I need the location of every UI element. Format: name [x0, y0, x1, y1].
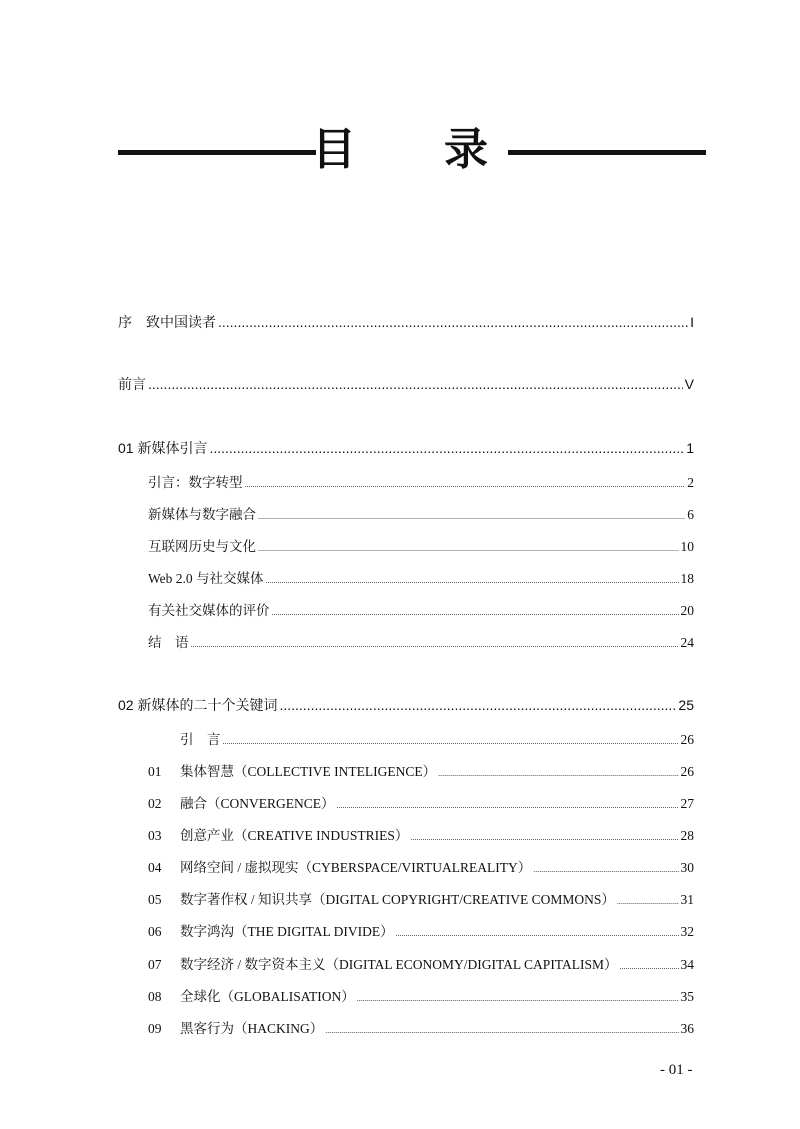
- item-label: Web 2.0 与社交媒体: [148, 571, 264, 586]
- item-number: 01: [148, 764, 162, 779]
- preface-label-prefix: 序: [118, 314, 132, 330]
- dot-leader: [266, 571, 679, 587]
- item-page: 18: [680, 571, 694, 586]
- dot-leader: [617, 892, 679, 908]
- item-label: 数字著作权 / 知识共享（DIGITAL COPYRIGHT/CREATIVE COMMONS）: [180, 892, 615, 907]
- dot-leader: [410, 828, 678, 844]
- dot-leader: [191, 635, 679, 651]
- toc-item[interactable]: [148, 567, 694, 587]
- chapter-page: 25: [678, 697, 694, 713]
- item-label: 融合（CONVERGENCE）: [180, 796, 335, 811]
- toc-item[interactable]: [148, 1017, 694, 1037]
- item-label: 集体智慧（COLLECTIVE INTELIGENCE）: [180, 764, 437, 779]
- item-number: 08: [148, 989, 162, 1004]
- dot-leader: [325, 1021, 678, 1037]
- toc-item[interactable]: [148, 856, 694, 876]
- dot-leader: [533, 860, 678, 876]
- toc-item[interactable]: [148, 953, 694, 973]
- toc-entry-preface[interactable]: [118, 312, 694, 332]
- item-number: 04: [148, 860, 162, 875]
- item-label: 新媒体与数字融合: [148, 507, 256, 522]
- toc-item[interactable]: [148, 888, 694, 908]
- item-number: 05: [148, 892, 162, 907]
- item-page: 32: [680, 924, 694, 939]
- item-page: 26: [680, 732, 694, 747]
- item-page: 35: [680, 989, 694, 1004]
- foreword-label: 前言: [118, 376, 146, 392]
- preface-page: I: [690, 314, 694, 330]
- toc-item[interactable]: [148, 471, 694, 491]
- title-char-2: 录: [444, 124, 532, 175]
- chapter-page: 1: [686, 440, 694, 456]
- toc-item[interactable]: [148, 728, 694, 748]
- item-number: 07: [148, 957, 162, 972]
- toc-entry-foreword[interactable]: [118, 374, 694, 394]
- dot-leader: [438, 764, 678, 780]
- toc-item[interactable]: [148, 792, 694, 812]
- item-page: 20: [680, 603, 694, 618]
- item-number: 02: [148, 796, 162, 811]
- item-page: 34: [680, 957, 694, 972]
- page-number: - 01 -: [660, 1062, 693, 1078]
- item-label: 数字经济 / 数字资本主义（DIGITAL ECONOMY/DIGITAL CAPITALISM）: [180, 957, 618, 972]
- dot-leader: [218, 314, 688, 330]
- item-page: 30: [680, 860, 694, 875]
- item-page: 24: [680, 635, 694, 650]
- dot-leader: [619, 957, 678, 973]
- dot-leader: [357, 989, 679, 1005]
- item-label: 数字鸿沟（THE DIGITAL DIVIDE）: [180, 924, 394, 939]
- item-number: 03: [148, 828, 162, 843]
- dot-leader: [337, 796, 679, 812]
- foreword-page: V: [684, 376, 694, 392]
- item-label: 有关社交媒体的评价: [148, 603, 270, 618]
- dot-leader: [209, 440, 684, 456]
- toc-item[interactable]: [148, 503, 694, 523]
- dot-leader: [245, 475, 686, 491]
- item-page: 31: [680, 892, 694, 907]
- toc-item[interactable]: [148, 760, 694, 780]
- item-number: 06: [148, 924, 162, 939]
- toc-item[interactable]: [148, 631, 694, 651]
- item-page: 27: [680, 796, 694, 811]
- dot-leader: [258, 539, 679, 555]
- item-label: 黑客行为（HACKING）: [180, 1021, 324, 1036]
- item-label: 互联网历史与文化: [148, 539, 256, 554]
- dot-leader: [279, 697, 676, 713]
- chapter-label: 01 新媒体引言: [118, 440, 208, 456]
- dot-leader: [223, 732, 679, 748]
- item-page: 6: [687, 507, 694, 522]
- toc-item[interactable]: [148, 920, 694, 940]
- toc-item[interactable]: [148, 599, 694, 619]
- item-label: 引言：数字转型: [148, 475, 243, 490]
- toc-item[interactable]: [148, 985, 694, 1005]
- page-title: [0, 118, 800, 182]
- item-label: 创意产业（CREATIVE INDUSTRIES）: [180, 828, 409, 843]
- item-page: 26: [680, 764, 694, 779]
- dot-leader: [396, 924, 679, 940]
- item-page: 36: [680, 1021, 694, 1036]
- item-page: 28: [680, 828, 694, 843]
- toc-chapter-02[interactable]: [118, 695, 694, 715]
- item-page: 2: [687, 475, 694, 490]
- dot-leader: [258, 507, 685, 523]
- chapter-label: 02 新媒体的二十个关键词: [118, 697, 278, 713]
- title-char-1: 目: [312, 124, 400, 175]
- toc-chapter-01[interactable]: [118, 438, 694, 458]
- item-number: 09: [148, 1021, 162, 1036]
- toc-item[interactable]: [148, 535, 694, 555]
- item-label: 引 言: [180, 732, 221, 747]
- item-label: 全球化（GLOBALISATION）: [180, 989, 355, 1004]
- item-label: 结 语: [148, 635, 189, 650]
- dot-leader: [272, 603, 679, 619]
- item-label: 网络空间 / 虚拟现实（CYBERSPACE/VIRTUALREALITY）: [180, 860, 532, 875]
- toc-item[interactable]: [148, 824, 694, 844]
- item-page: 10: [680, 539, 694, 554]
- preface-label: 致中国读者: [146, 314, 216, 330]
- dot-leader: [148, 376, 683, 392]
